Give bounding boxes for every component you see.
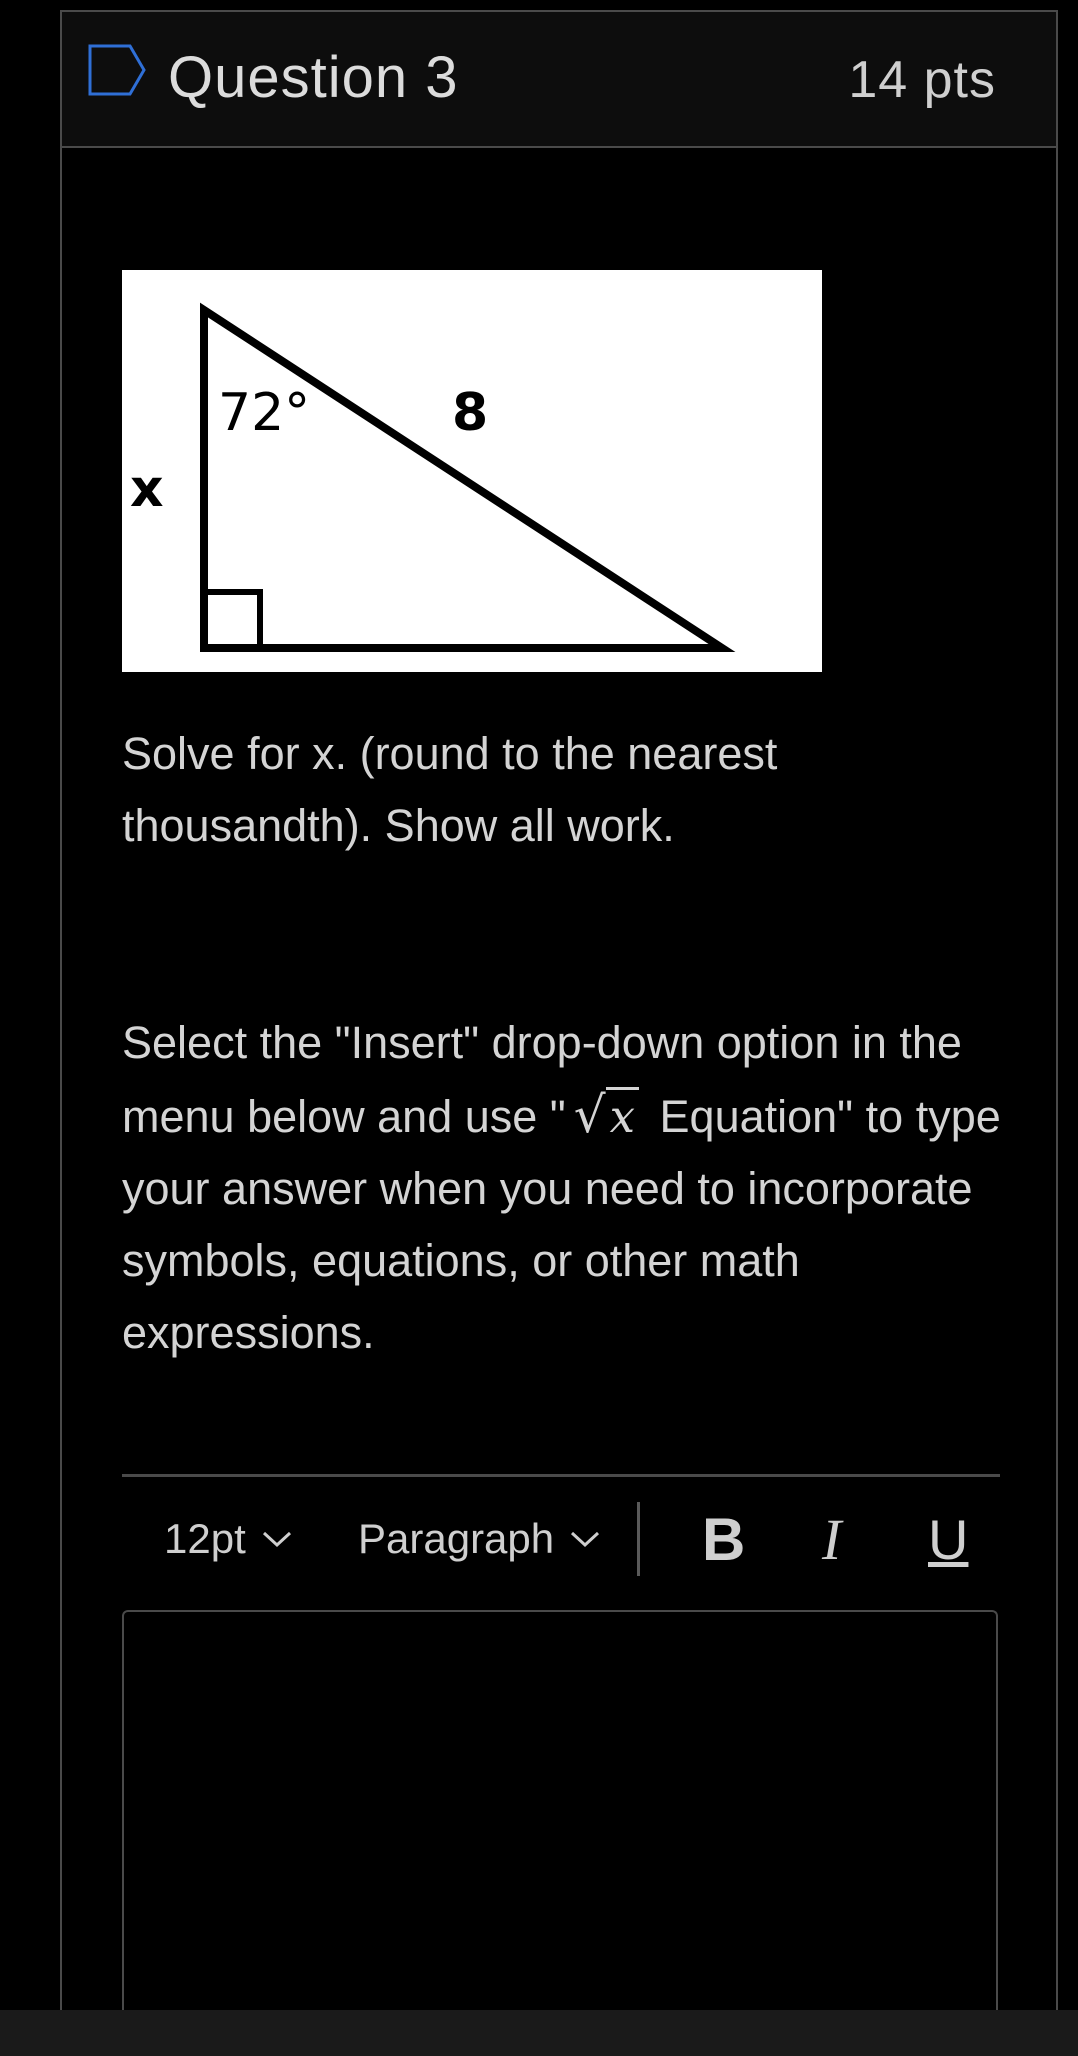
question-title: Question 3 (168, 45, 459, 110)
side-x-label: x (130, 459, 164, 519)
radicand: x (606, 1087, 639, 1143)
question-header (62, 12, 1056, 148)
rich-editor-toolbar (122, 1494, 1000, 1584)
block-format-value: Paragraph (358, 1515, 555, 1562)
triangle-figure (122, 270, 822, 672)
hypotenuse-label: 8 (452, 383, 489, 443)
flag-outline-icon[interactable] (86, 42, 150, 98)
question-prompt: Solve for x. (round to the nearest thousandth). Show all work. (122, 728, 778, 851)
triangle-shape (204, 310, 722, 648)
chevron-down-icon (262, 1529, 292, 1549)
instructions-text-2: Equation" to type your answer when you need to incorporate symbols, equations, or other math expressions. (122, 1091, 1001, 1358)
instructions-text-1: Select the "Insert" drop-down option in the menu below and use " (122, 1017, 962, 1142)
font-size-value: 12pt (164, 1515, 246, 1562)
right-angle-marker (204, 592, 260, 648)
radical-symbol: √ (573, 1086, 606, 1144)
bottom-bar (0, 2010, 1078, 2056)
font-size-dropdown[interactable] (164, 1494, 292, 1584)
answer-editor[interactable] (122, 1610, 998, 2056)
toolbar-separator (637, 1502, 640, 1576)
question-card (60, 10, 1058, 2050)
bold-button[interactable]: B (702, 1505, 746, 1573)
italic-button[interactable]: I (822, 1506, 842, 1572)
question-points: 14 pts (848, 51, 996, 109)
equation-instructions (122, 1007, 1002, 1369)
angle-label: 72° (218, 383, 311, 443)
sqrt-equation-icon (566, 1079, 647, 1153)
editor-divider (122, 1474, 1000, 1477)
underline-button[interactable]: U (928, 1507, 969, 1571)
block-format-dropdown[interactable] (358, 1494, 600, 1584)
chevron-down-icon (570, 1529, 600, 1549)
